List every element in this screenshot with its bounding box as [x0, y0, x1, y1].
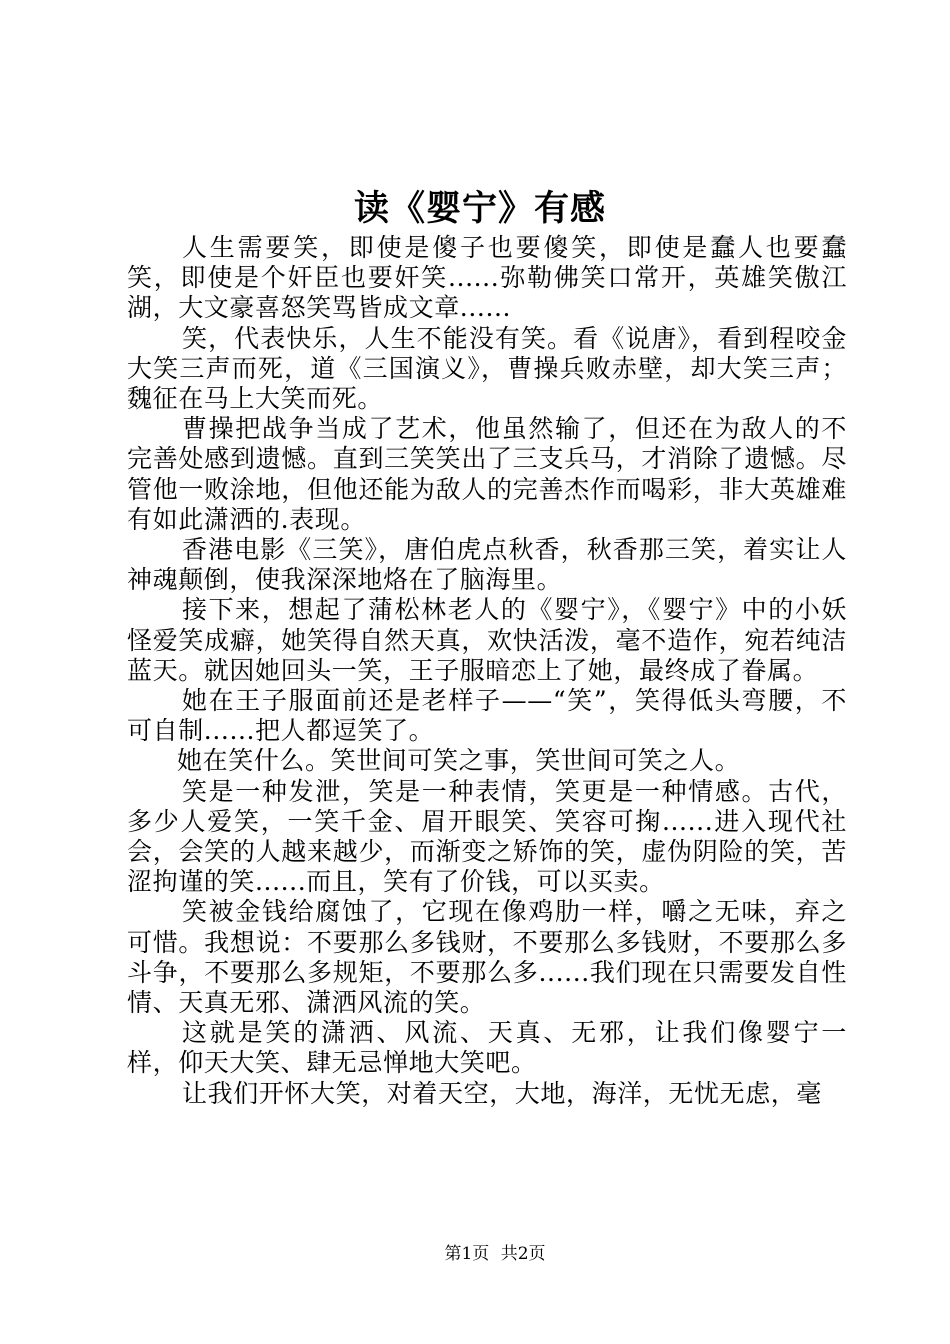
document-title: 读《婴宁》有感 — [353, 188, 606, 229]
document-body — [127, 233, 847, 1109]
paragraph: 她在笑什么。笑世间可笑之事，笑世间可笑之人。 — [177, 746, 741, 776]
paragraph: 笑是一种发泄，笑是一种表情，笑更是一种情感。古代，多少人爱笑，一笑千金、眉开眼笑、笑容可掬......进入现代社会，会笑的人越来越少，而渐变之矫饰的笑，虚伪阴险的笑，苦涩拘谨的笑......而且，笑有了价钱，可以买卖。 — [127, 776, 847, 897]
paragraph: 笑，代表快乐，人生不能没有笑。看《说唐》，看到程咬金大笑三声而死，道《三国演义》，曹操兵败赤壁，却大笑三声；魏征在马上大笑而死。 — [127, 323, 847, 414]
paragraph: 笑被金钱给腐蚀了，它现在像鸡肋一样，嚼之无味，弃之可惜。我想说：不要那么多钱财，不要那么多钱财，不要那么多斗争，不要那么多规矩，不要那么多......我们现在只需要发自性情、天真无邪、潇洒风流的笑。 — [127, 897, 847, 1018]
paragraph: 人生需要笑，即使是傻子也要傻笑，即使是蠢人也要蠢笑，即使是个奸臣也要奸笑......弥勒佛笑口常开，英雄笑傲江湖，大文豪喜怒笑骂皆成文章...... — [127, 233, 847, 323]
page-footer — [0, 1242, 950, 1266]
paragraph: 让我们开怀大笑，对着天空，大地，海洋，无忧无虑，毫 — [182, 1078, 823, 1108]
page-number: 第1页 — [444, 1244, 490, 1264]
paragraph: 这就是笑的潇洒、风流、天真、无邪，让我们像婴宁一样，仰天大笑、肆无忌惮地大笑吧。 — [127, 1018, 847, 1078]
paragraph: 她在王子服面前还是老样子——“笑”，笑得低头弯腰，不可自制......把人都逗笑了。 — [127, 686, 847, 746]
page-total: 共2页 — [500, 1244, 546, 1264]
paragraph: 香港电影《三笑》，唐伯虎点秋香，秋香那三笑，着实让人神魂颠倒，使我深深地烙在了脑海里。 — [127, 535, 847, 595]
paragraph: 接下来，想起了蒲松林老人的《婴宁》，《婴宁》中的小妖怪爱笑成癖，她笑得自然天真，欢快活泼，毫不造作，宛若纯洁蓝天。就因她回头一笑，王子服暗恋上了她，最终成了眷属。 — [127, 595, 847, 685]
paragraph: 曹操把战争当成了艺术，他虽然输了，但还在为敌人的不完善处感到遗憾。直到三笑笑出了三支兵马，才消除了遗憾。尽管他一败涂地，但他还能为敌人的完善杰作而喝彩，非大英雄难有如此潇洒的.表现。 — [127, 414, 847, 534]
